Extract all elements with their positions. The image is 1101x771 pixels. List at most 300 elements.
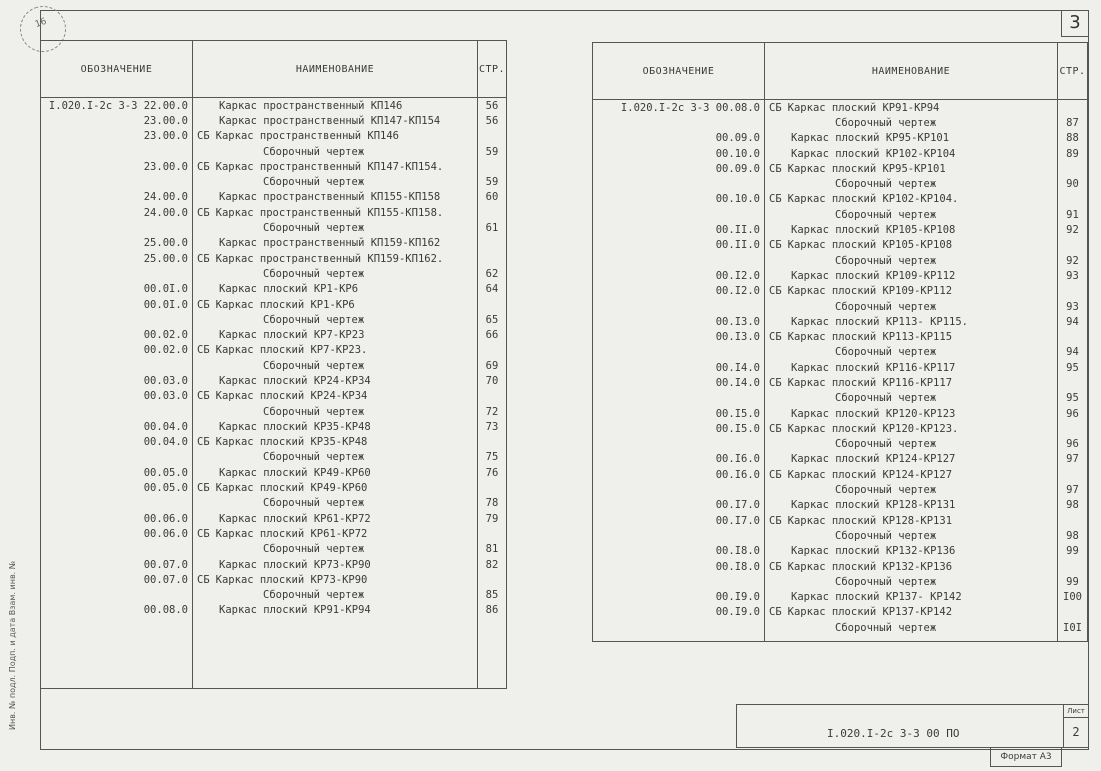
assembly-mark: СБ xyxy=(769,162,782,175)
table-row xyxy=(593,544,1088,559)
designation-cell: 00.I3.0 xyxy=(593,329,765,344)
item-name: Каркас плоский КР24-КР34 xyxy=(219,374,371,387)
item-name: Каркас пространственный КП147-КП154. xyxy=(215,160,444,173)
name-cell xyxy=(193,251,478,266)
designation-cell: I.020.I-2с 3-3 22.00.0 xyxy=(41,98,193,114)
designation-cell: 00.08.0 xyxy=(41,603,193,618)
item-name: Каркас плоский КР95-КР101 xyxy=(791,132,950,145)
page-cell xyxy=(1058,238,1088,253)
item-name: Сборочный чертеж xyxy=(263,589,365,602)
table-row xyxy=(593,329,1088,344)
page-cell xyxy=(478,297,507,312)
item-name: Каркас плоский КР91-КР94 xyxy=(219,604,371,617)
designation-cell xyxy=(41,266,193,281)
page-cell: 97 xyxy=(1058,452,1088,467)
designation-cell: 00.I7.0 xyxy=(593,498,765,513)
page-cell xyxy=(1058,421,1088,436)
designation-cell xyxy=(41,450,193,465)
table-row xyxy=(593,131,1088,146)
name-cell xyxy=(193,358,478,373)
page-cell: 56 xyxy=(478,113,507,128)
page-cell: 78 xyxy=(478,496,507,511)
item-name: Каркас плоский КР120-КР123 xyxy=(791,407,956,420)
designation-cell: 00.I3.0 xyxy=(593,314,765,329)
table-row xyxy=(41,480,507,495)
designation-cell xyxy=(593,391,765,406)
designation-cell: 00.07.0 xyxy=(41,557,193,572)
item-name: Каркас пространственный КП155-КП158. xyxy=(215,206,444,219)
page-cell: 59 xyxy=(478,174,507,189)
designation-cell: 00.I5.0 xyxy=(593,406,765,421)
designation-cell xyxy=(41,312,193,327)
page-cell: 64 xyxy=(478,282,507,297)
name-cell xyxy=(193,496,478,511)
table-row xyxy=(41,496,507,511)
table-row xyxy=(593,192,1088,207)
item-name: Каркас плоский КР7-КР23. xyxy=(215,344,368,357)
item-name: Каркас плоский КР102-КР104 xyxy=(791,147,956,160)
name-cell xyxy=(193,480,478,495)
name-cell xyxy=(765,268,1058,283)
table-row xyxy=(41,389,507,404)
table-row xyxy=(593,253,1088,268)
table-row xyxy=(593,513,1088,528)
table-row xyxy=(41,312,507,327)
name-cell xyxy=(193,98,478,114)
name-cell xyxy=(765,421,1058,436)
item-name: Каркас плоский КР113-КР115 xyxy=(787,331,953,344)
item-name: Каркас плоский КР116-КР117 xyxy=(787,376,953,389)
table-row xyxy=(593,284,1088,299)
item-name: Каркас плоский КР95-КР101 xyxy=(787,162,946,175)
table-row xyxy=(593,100,1088,116)
designation-cell: 00.0I.0 xyxy=(41,282,193,297)
table-row xyxy=(41,205,507,220)
table-row xyxy=(41,282,507,297)
designation-cell xyxy=(593,253,765,268)
designation-cell xyxy=(41,542,193,557)
assembly-mark: СБ xyxy=(769,606,782,619)
designation-cell xyxy=(593,528,765,543)
table-row xyxy=(41,465,507,480)
page-cell: 89 xyxy=(1058,146,1088,161)
page-cell xyxy=(478,236,507,251)
page-cell xyxy=(478,251,507,266)
name-cell xyxy=(765,605,1058,620)
left-contents-table xyxy=(40,40,507,689)
designation-cell: 00.I9.0 xyxy=(593,590,765,605)
designation-cell: 00.04.0 xyxy=(41,435,193,450)
item-name: Каркас плоский КР128-КР131 xyxy=(791,499,956,512)
table-row xyxy=(41,588,507,603)
designation-cell: 00.0I.0 xyxy=(41,297,193,312)
name-cell xyxy=(765,284,1058,299)
table-row xyxy=(41,526,507,541)
item-name: Сборочный чертеж xyxy=(835,346,937,359)
table-row xyxy=(593,437,1088,452)
page-cell xyxy=(478,205,507,220)
item-name: Каркас плоский КР1-КР6 xyxy=(215,298,355,311)
page-cell xyxy=(1058,329,1088,344)
name-cell xyxy=(193,312,478,327)
page-cell: 92 xyxy=(1058,253,1088,268)
designation-cell: 00.10.0 xyxy=(593,192,765,207)
item-name: Сборочный чертеж xyxy=(835,484,937,497)
page-cell: 91 xyxy=(1058,207,1088,222)
name-cell xyxy=(193,220,478,235)
designation-cell: 00.II.0 xyxy=(593,238,765,253)
page-cell: 98 xyxy=(1058,498,1088,513)
assembly-mark: СБ xyxy=(197,130,210,143)
table-row xyxy=(41,511,507,526)
designation-cell xyxy=(593,345,765,360)
table-row xyxy=(593,528,1088,543)
page-cell: 82 xyxy=(478,557,507,572)
assembly-mark: СБ xyxy=(197,436,210,449)
item-name: Каркас плоский КР132-КР136 xyxy=(787,560,953,573)
designation-cell: 00.09.0 xyxy=(593,131,765,146)
table-row xyxy=(41,542,507,557)
name-cell xyxy=(765,513,1058,528)
assembly-mark: СБ xyxy=(769,193,782,206)
name-cell xyxy=(765,146,1058,161)
designation-cell xyxy=(593,207,765,222)
name-cell xyxy=(765,391,1058,406)
document-code: I.020.I-2с 3-3 00 ПО xyxy=(827,727,960,740)
item-name: Каркас плоский КР61-КР72 xyxy=(219,512,371,525)
item-name: Сборочный чертеж xyxy=(263,313,365,326)
name-cell xyxy=(193,511,478,526)
item-name: Каркас пространственный КП159-КП162 xyxy=(219,237,441,250)
page-cell: 96 xyxy=(1058,437,1088,452)
designation-cell xyxy=(593,299,765,314)
assembly-mark: СБ xyxy=(769,101,782,114)
designation-cell: 00.I8.0 xyxy=(593,544,765,559)
designation-cell: 00.II.0 xyxy=(593,222,765,237)
assembly-mark: СБ xyxy=(197,573,210,586)
page-cell xyxy=(478,526,507,541)
name-cell xyxy=(765,482,1058,497)
header-designation: ОБОЗНАЧЕНИЕ xyxy=(593,43,765,100)
name-cell xyxy=(765,620,1058,635)
name-cell xyxy=(193,542,478,557)
name-cell xyxy=(193,159,478,174)
designation-cell xyxy=(593,620,765,635)
page-cell: I0I xyxy=(1058,620,1088,635)
table-row xyxy=(41,373,507,388)
sheet-label: Лист xyxy=(1063,705,1088,718)
name-cell xyxy=(193,297,478,312)
designation-cell xyxy=(41,220,193,235)
table-row xyxy=(41,297,507,312)
item-name: Каркас плоский КР109-КР112 xyxy=(787,285,953,298)
item-name: Сборочный чертеж xyxy=(263,451,365,464)
page-cell: 70 xyxy=(478,373,507,388)
page-cell: 97 xyxy=(1058,482,1088,497)
page-cell: 62 xyxy=(478,266,507,281)
assembly-mark: СБ xyxy=(769,468,782,481)
designation-cell: 00.02.0 xyxy=(41,327,193,342)
page-cell: 61 xyxy=(478,220,507,235)
table-filler-row xyxy=(41,618,507,689)
item-name: Сборочный чертеж xyxy=(263,222,365,235)
header-name: НАИМЕНОВАНИЕ xyxy=(765,43,1058,100)
item-name: Каркас плоский КР49-КР60 xyxy=(219,466,371,479)
page-cell xyxy=(478,572,507,587)
page-cell: 90 xyxy=(1058,176,1088,191)
designation-cell: 23.00.0 xyxy=(41,159,193,174)
name-cell xyxy=(765,574,1058,589)
page-cell xyxy=(1058,513,1088,528)
assembly-mark: СБ xyxy=(769,285,782,298)
name-cell xyxy=(765,345,1058,360)
name-cell xyxy=(193,144,478,159)
format-label: Формат А3 xyxy=(990,747,1062,767)
item-name: Каркас плоский КР73-КР90 xyxy=(215,573,368,586)
designation-cell: 00.03.0 xyxy=(41,389,193,404)
assembly-mark: СБ xyxy=(197,527,210,540)
page-cell: 88 xyxy=(1058,131,1088,146)
item-name: Каркас плоский КР124-КР127 xyxy=(787,468,953,481)
page-cell: 93 xyxy=(1058,299,1088,314)
title-block xyxy=(736,704,1089,748)
table-row xyxy=(593,467,1088,482)
page-cell xyxy=(1058,284,1088,299)
page-cell: I00 xyxy=(1058,590,1088,605)
page-cell: 95 xyxy=(1058,391,1088,406)
table-row xyxy=(41,572,507,587)
page-cell: 99 xyxy=(1058,544,1088,559)
sheet-number: 2 xyxy=(1063,717,1088,747)
name-cell xyxy=(193,404,478,419)
name-cell xyxy=(765,528,1058,543)
table-row xyxy=(593,482,1088,497)
table-row xyxy=(593,498,1088,513)
name-cell xyxy=(765,222,1058,237)
designation-cell xyxy=(593,115,765,130)
right-contents-table xyxy=(592,42,1088,642)
page-cell: 76 xyxy=(478,465,507,480)
designation-cell: 24.00.0 xyxy=(41,205,193,220)
assembly-mark: СБ xyxy=(769,239,782,252)
table-row xyxy=(593,238,1088,253)
item-name: Сборочный чертеж xyxy=(835,529,937,542)
item-name: Каркас плоский КР49-КР60 xyxy=(215,482,368,495)
page-cell xyxy=(478,389,507,404)
page-cell: 59 xyxy=(478,144,507,159)
designation-cell xyxy=(41,174,193,189)
name-cell xyxy=(765,299,1058,314)
designation-cell xyxy=(41,144,193,159)
page-cell xyxy=(1058,467,1088,482)
name-cell xyxy=(193,282,478,297)
table-row xyxy=(593,375,1088,390)
page-cell: 93 xyxy=(1058,268,1088,283)
name-cell xyxy=(193,343,478,358)
table-row xyxy=(593,559,1088,574)
name-cell xyxy=(193,236,478,251)
item-name: Сборочный чертеж xyxy=(835,116,937,129)
name-cell xyxy=(193,113,478,128)
table-row xyxy=(593,452,1088,467)
page-cell: 75 xyxy=(478,450,507,465)
item-name: Сборочный чертеж xyxy=(263,405,365,418)
assembly-mark: СБ xyxy=(197,344,210,357)
name-cell xyxy=(193,389,478,404)
inventory-stamp: 16 xyxy=(14,0,73,58)
page-cell: 98 xyxy=(1058,528,1088,543)
name-cell xyxy=(193,129,478,144)
designation-cell xyxy=(41,588,193,603)
name-cell xyxy=(193,435,478,450)
item-name: Каркас пространственный КП146 xyxy=(219,99,403,112)
header-page: СТР. xyxy=(1058,43,1088,100)
name-cell xyxy=(765,559,1058,574)
item-name: Каркас пространственный КП159-КП162. xyxy=(215,252,444,265)
item-name: Сборочный чертеж xyxy=(835,392,937,405)
item-name: Каркас плоский КР1-КР6 xyxy=(219,283,359,296)
header-designation: ОБОЗНАЧЕНИЕ xyxy=(41,41,193,98)
table-row xyxy=(593,314,1088,329)
designation-cell: 00.I9.0 xyxy=(593,605,765,620)
item-name: Каркас плоский КР137- КР142 xyxy=(791,591,962,604)
name-cell xyxy=(193,603,478,618)
designation-cell: 00.09.0 xyxy=(593,161,765,176)
side-margin-labels: Инв. № подл. Подп. и дата Взам. инв. № xyxy=(8,560,17,730)
item-name: Каркас плоский КР120-КР123. xyxy=(787,422,959,435)
designation-cell xyxy=(593,574,765,589)
table-row xyxy=(593,421,1088,436)
name-cell xyxy=(193,266,478,281)
table-row xyxy=(41,603,507,618)
assembly-mark: СБ xyxy=(197,160,210,173)
page-cell: 86 xyxy=(478,603,507,618)
table-row xyxy=(41,174,507,189)
page-cell xyxy=(478,343,507,358)
page-cell xyxy=(1058,375,1088,390)
table-row xyxy=(41,266,507,281)
item-name: Каркас плоский КР109-КР112 xyxy=(791,269,956,282)
assembly-mark: СБ xyxy=(769,331,782,344)
page-cell: 96 xyxy=(1058,406,1088,421)
table-row xyxy=(593,146,1088,161)
table-row xyxy=(41,419,507,434)
item-name: Каркас плоский КР35-КР48 xyxy=(215,436,368,449)
item-name: Каркас плоский КР24-КР34 xyxy=(215,390,368,403)
table-row xyxy=(41,404,507,419)
page-cell xyxy=(1058,559,1088,574)
item-name: Сборочный чертеж xyxy=(835,300,937,313)
name-cell xyxy=(193,373,478,388)
item-name: Каркас плоский КР102-КР104. xyxy=(787,193,959,206)
name-cell xyxy=(765,100,1058,116)
table-row xyxy=(593,605,1088,620)
table-row xyxy=(593,207,1088,222)
name-cell xyxy=(765,544,1058,559)
page-cell: 73 xyxy=(478,419,507,434)
designation-cell xyxy=(41,404,193,419)
name-cell xyxy=(765,176,1058,191)
name-cell xyxy=(765,467,1058,482)
item-name: Сборочный чертеж xyxy=(263,267,365,280)
page-cell: 87 xyxy=(1058,115,1088,130)
name-cell xyxy=(765,590,1058,605)
designation-cell: 00.06.0 xyxy=(41,511,193,526)
name-cell xyxy=(193,557,478,572)
page-cell: 79 xyxy=(478,511,507,526)
designation-cell: 00.03.0 xyxy=(41,373,193,388)
designation-cell: 23.00.0 xyxy=(41,129,193,144)
designation-cell: 24.00.0 xyxy=(41,190,193,205)
designation-cell xyxy=(41,358,193,373)
item-name: Каркас плоский КР128-КР131 xyxy=(787,514,953,527)
page-cell: 69 xyxy=(478,358,507,373)
page-cell: 81 xyxy=(478,542,507,557)
designation-cell: 00.I4.0 xyxy=(593,375,765,390)
page-cell: 94 xyxy=(1058,345,1088,360)
assembly-mark: СБ xyxy=(769,422,782,435)
assembly-mark: СБ xyxy=(197,298,210,311)
name-cell xyxy=(765,437,1058,452)
designation-cell: 23.00.0 xyxy=(41,113,193,128)
name-cell xyxy=(765,207,1058,222)
table-row xyxy=(41,251,507,266)
table-row xyxy=(41,98,507,114)
item-name: Сборочный чертеж xyxy=(835,254,937,267)
page-cell xyxy=(1058,605,1088,620)
page-cell xyxy=(478,435,507,450)
table-row xyxy=(41,236,507,251)
page-cell xyxy=(1058,192,1088,207)
table-row xyxy=(41,190,507,205)
designation-cell: I.020.I-2с 3-3 00.08.0 xyxy=(593,100,765,116)
table-row xyxy=(593,360,1088,375)
table-row xyxy=(593,161,1088,176)
item-name: Сборочный чертеж xyxy=(263,145,365,158)
name-cell xyxy=(193,450,478,465)
designation-cell xyxy=(593,437,765,452)
name-cell xyxy=(765,238,1058,253)
page-cell: 94 xyxy=(1058,314,1088,329)
designation-cell xyxy=(593,176,765,191)
designation-cell: 00.04.0 xyxy=(41,419,193,434)
designation-cell xyxy=(593,482,765,497)
designation-cell xyxy=(41,496,193,511)
item-name: Каркас плоский КР35-КР48 xyxy=(219,420,371,433)
item-name: Каркас плоский КР116-КР117 xyxy=(791,361,956,374)
table-filler-row xyxy=(593,635,1088,642)
assembly-mark: СБ xyxy=(769,560,782,573)
assembly-mark: СБ xyxy=(197,206,210,219)
page-cell: 56 xyxy=(478,98,507,114)
name-cell xyxy=(765,253,1058,268)
designation-cell: 00.05.0 xyxy=(41,465,193,480)
name-cell xyxy=(765,375,1058,390)
item-name: Каркас плоский КР132-КР136 xyxy=(791,545,956,558)
designation-cell: 00.I6.0 xyxy=(593,452,765,467)
item-name: Каркас плоский КР137-КР142 xyxy=(787,606,953,619)
table-row xyxy=(593,406,1088,421)
header-name: НАИМЕНОВАНИЕ xyxy=(193,41,478,98)
designation-cell: 00.02.0 xyxy=(41,343,193,358)
item-name: Сборочный чертеж xyxy=(263,497,365,510)
name-cell xyxy=(193,419,478,434)
name-cell xyxy=(765,360,1058,375)
name-cell xyxy=(765,115,1058,130)
item-name: Сборочный чертеж xyxy=(263,176,365,189)
table-row xyxy=(593,299,1088,314)
item-name: Каркас плоский КР61-КР72 xyxy=(215,527,368,540)
